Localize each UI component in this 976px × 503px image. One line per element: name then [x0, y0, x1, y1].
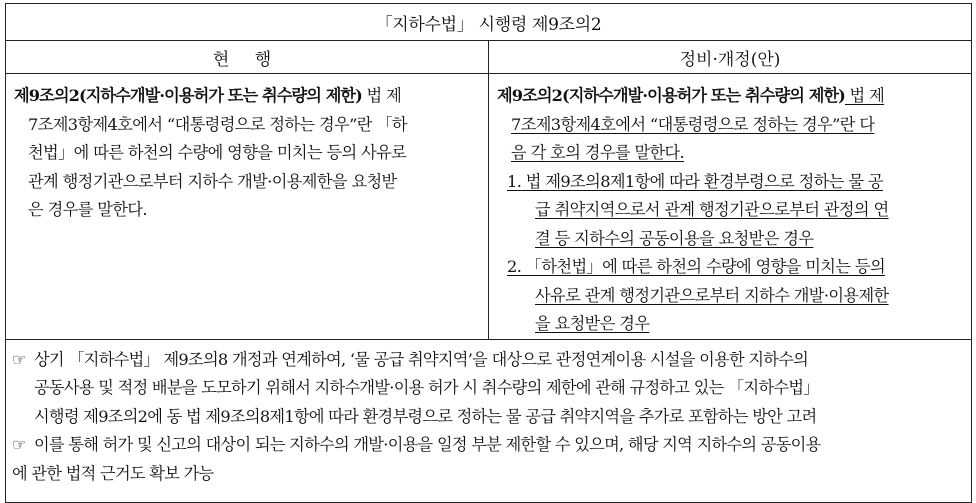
item-first-line: 법 제9조의8제1항에 따라 환경부령으로 정하는 물 공	[521, 171, 883, 191]
proposed-item-2	[497, 253, 965, 339]
notes-cell	[6, 339, 972, 502]
note-first-line: 이를 통해 허가 및 신고의 대상이 되는 지하수의 개발·이용을 일정 부분 제한할 수 있으며, 해당 지역 지하수의 공동이용	[34, 435, 821, 454]
current-line1-tail: 법 제	[361, 86, 402, 105]
proposed-text-cell	[489, 74, 972, 340]
pointing-hand-icon: ☞	[12, 435, 26, 454]
note-line: 에 관한 법적 근거도 확보 가능	[12, 463, 214, 483]
item-number: 1.	[507, 171, 522, 191]
current-article-title: 제9조의2(지하수개발·이용허가 또는 취수량의 제한)	[14, 86, 362, 105]
item-line: 을 요청받은 경우	[535, 314, 650, 333]
proposed-line: 7조제3항제4호에서 “대통령령으로 정하는 경우”란 다	[511, 114, 875, 134]
current-line: 관계 행정기관으로부터 지하수 개발·이용제한을 요청받	[28, 171, 397, 191]
current-line: 은 경우를 말한다.	[28, 200, 147, 219]
note-line: 시행령 제9조의2에 동 법 제9조의8제1항에 따라 환경부령으로 정하는 물 공급 취약지역을 추가로 포함하는 방안 고려	[34, 406, 817, 426]
header-current: 현 행	[6, 41, 489, 74]
note-1	[12, 346, 965, 432]
current-line: 7조제3항제4호에서 “대통령령으로 정하는 경우”란 「하	[28, 114, 407, 134]
comparison-table	[5, 3, 972, 503]
proposed-article-title: 제9조의2(지하수개발·이용허가 또는 취수량의 제한)	[497, 86, 845, 105]
current-line: 천법」에 따른 하천의 수량에 영향을 미치는 등의 사유로	[28, 143, 407, 162]
item-line: 결 등 지하수의 공동이용을 요청받은 경우	[535, 228, 814, 248]
comparison-document	[5, 3, 971, 493]
note-line: 공동사용 및 적정 배분을 도모하기 위해서 지하수개발·이용 허가 시 취수량의 제한에 관해 규정하고 있는 「지하수법」	[34, 378, 819, 397]
item-line: 급 취약지역으로서 관계 행정기관으로부터 관정의 연	[535, 200, 889, 219]
table-title: 「지하수법」 시행령 제9조의2	[6, 4, 972, 41]
proposed-line1-tail: 법 제	[844, 86, 885, 105]
current-text-cell	[6, 74, 489, 340]
header-proposed: 정비·개정(안)	[489, 41, 972, 74]
proposed-line: 음 각 호의 경우를 말한다.	[511, 143, 685, 162]
item-line: 사유로 관계 행정기관으로부터 지하수 개발·이용제한	[535, 285, 889, 305]
pointing-hand-icon: ☞	[12, 349, 26, 369]
note-2	[12, 431, 965, 488]
item-number: 2.	[507, 257, 522, 276]
item-first-line: 「하천법」에 따른 하천의 수량에 영향을 미치는 등의	[521, 257, 885, 276]
proposed-item-1	[497, 168, 965, 254]
note-first-line: 상기 「지하수법」 제9조의8 개정과 연계하여, ‘물 공급 취약지역’을 대상으로 관정연계이용 시설을 이용한 지하수의	[34, 349, 809, 369]
